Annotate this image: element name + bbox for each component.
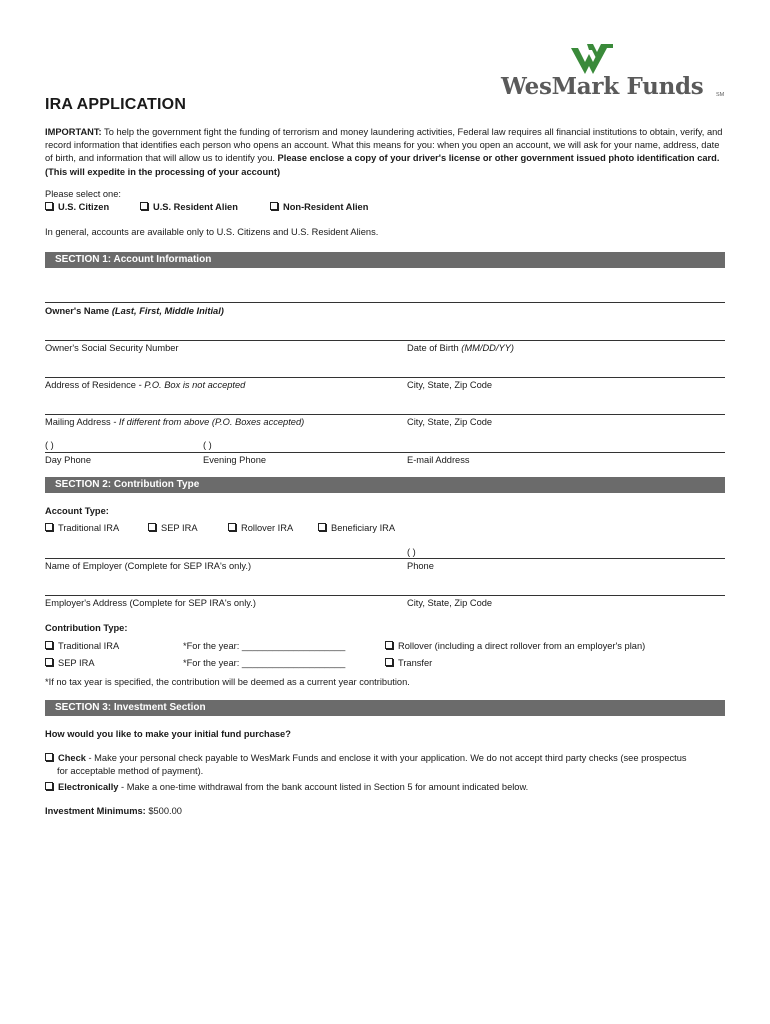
checkbox-icon xyxy=(45,782,53,790)
evening-phone-area-code: ( ) xyxy=(203,440,212,450)
non-resident-alien-checkbox[interactable]: Non-Resident Alien xyxy=(270,202,368,212)
electronic-option[interactable]: Electronically - Make a one-time withdrawal from the bank account listed in Section 5 for amount indicated below. xyxy=(45,781,727,794)
contribution-type-label: Contribution Type: xyxy=(45,623,128,633)
checkbox-icon xyxy=(228,523,236,531)
mailing-line[interactable] xyxy=(45,414,725,415)
check-option[interactable]: Check - Make your personal check payable to WesMark Funds and enclose it with your application. We do not accept third party checks (see prospectus for acceptable method of payment). xyxy=(45,752,727,778)
employer-address-line[interactable] xyxy=(45,595,725,596)
sep-ira-checkbox[interactable]: SEP IRA xyxy=(148,523,198,533)
day-phone-label: Day Phone xyxy=(45,455,91,465)
residence-city-state-zip-label: City, State, Zip Code xyxy=(407,380,493,390)
ssn-label: Owner's Social Security Number xyxy=(45,343,179,353)
contrib-traditional-checkbox[interactable]: Traditional IRA xyxy=(45,641,119,651)
citizenship-prompt: Please select one: xyxy=(45,189,121,199)
contrib-transfer-checkbox[interactable]: Transfer xyxy=(385,658,432,668)
sep-year-field[interactable]: *For the year: ____________________ xyxy=(183,658,346,668)
logo-wordmark: WesMark Funds xyxy=(501,73,704,100)
wesmark-logo xyxy=(497,44,727,104)
phone-email-line[interactable] xyxy=(45,452,725,453)
logo-service-mark: SM xyxy=(716,92,725,98)
page-title: IRA APPLICATION xyxy=(45,96,187,113)
employer-phone-label: Phone xyxy=(407,561,434,571)
contribution-footnote: *If no tax year is specified, the contribution will be deemed as a current year contribution. xyxy=(45,677,410,687)
employer-name-label: Name of Employer (Complete for SEP IRA's only.) xyxy=(45,561,252,571)
account-type-label: Account Type: xyxy=(45,506,109,516)
contrib-sep-checkbox[interactable]: SEP IRA xyxy=(45,658,95,668)
traditional-ira-checkbox[interactable]: Traditional IRA xyxy=(45,523,119,533)
checkbox-icon xyxy=(385,658,393,666)
important-bold-text: Please enclose a copy of your driver's license or other government issued photo identification card. (This will expedite in the processing of your account) xyxy=(45,153,720,177)
residence-label: Address of Residence - P.O. Box is not accepted xyxy=(45,380,246,390)
checkbox-icon xyxy=(45,641,53,649)
checkbox-icon xyxy=(45,753,53,761)
logo-mark-icon xyxy=(571,44,621,76)
important-notice xyxy=(45,126,727,179)
resident-alien-checkbox[interactable]: U.S. Resident Alien xyxy=(140,202,238,212)
checkbox-icon xyxy=(148,523,156,531)
email-label: E-mail Address xyxy=(407,455,470,465)
checkbox-icon xyxy=(318,523,326,531)
employer-address-label: Employer's Address (Complete for SEP IRA's only.) xyxy=(45,598,256,608)
checkbox-icon xyxy=(385,641,393,649)
residence-line[interactable] xyxy=(45,377,725,378)
important-label: IMPORTANT: xyxy=(45,127,102,137)
day-phone-area-code: ( ) xyxy=(45,440,54,450)
checkbox-icon xyxy=(45,658,53,666)
investment-minimums: Investment Minimums: $500.00 xyxy=(45,806,182,816)
employer-city-state-zip-label: City, State, Zip Code xyxy=(407,598,493,608)
owner-name-label: Owner's Name (Last, First, Middle Initial) xyxy=(45,306,224,316)
checkbox-icon xyxy=(270,202,278,210)
mailing-label: Mailing Address - If different from above (P.O. Boxes accepted) xyxy=(45,417,305,427)
checkbox-icon xyxy=(140,202,148,210)
mailing-city-state-zip-label: City, State, Zip Code xyxy=(407,417,493,427)
beneficiary-ira-checkbox[interactable]: Beneficiary IRA xyxy=(318,523,395,533)
evening-phone-label: Evening Phone xyxy=(203,455,267,465)
citizen-checkbox[interactable]: U.S. Citizen xyxy=(45,202,109,212)
owner-name-line[interactable] xyxy=(45,302,725,303)
section-3-header: SECTION 3: Investment Section xyxy=(45,700,725,716)
citizenship-note: In general, accounts are available only to U.S. Citizens and U.S. Resident Aliens. xyxy=(45,227,379,237)
checkbox-icon xyxy=(45,202,53,210)
contrib-rollover-checkbox[interactable]: Rollover (including a direct rollover from an employer's plan) xyxy=(385,641,645,651)
important-text: To help the government fight the funding of terrorism and money laundering activities, Federal law requires all financial institutions to obtain, verify, and record information that identifies each person who opens an account. What this means for you: when you open an account, we will ask for your name, address, date of birth, and information that will allow us to identify you. xyxy=(45,127,723,164)
employer-phone-area-code: ( ) xyxy=(407,547,416,557)
purchase-question: How would you like to make your initial fund purchase? xyxy=(45,729,291,739)
section-1-header: SECTION 1: Account Information xyxy=(45,252,725,268)
section-2-header: SECTION 2: Contribution Type xyxy=(45,477,725,493)
dob-label: Date of Birth (MM/DD/YY) xyxy=(407,343,514,353)
traditional-year-field[interactable]: *For the year: ____________________ xyxy=(183,641,346,651)
checkbox-icon xyxy=(45,523,53,531)
employer-name-line[interactable] xyxy=(45,558,725,559)
rollover-ira-checkbox[interactable]: Rollover IRA xyxy=(228,523,293,533)
ssn-dob-line[interactable] xyxy=(45,340,725,341)
